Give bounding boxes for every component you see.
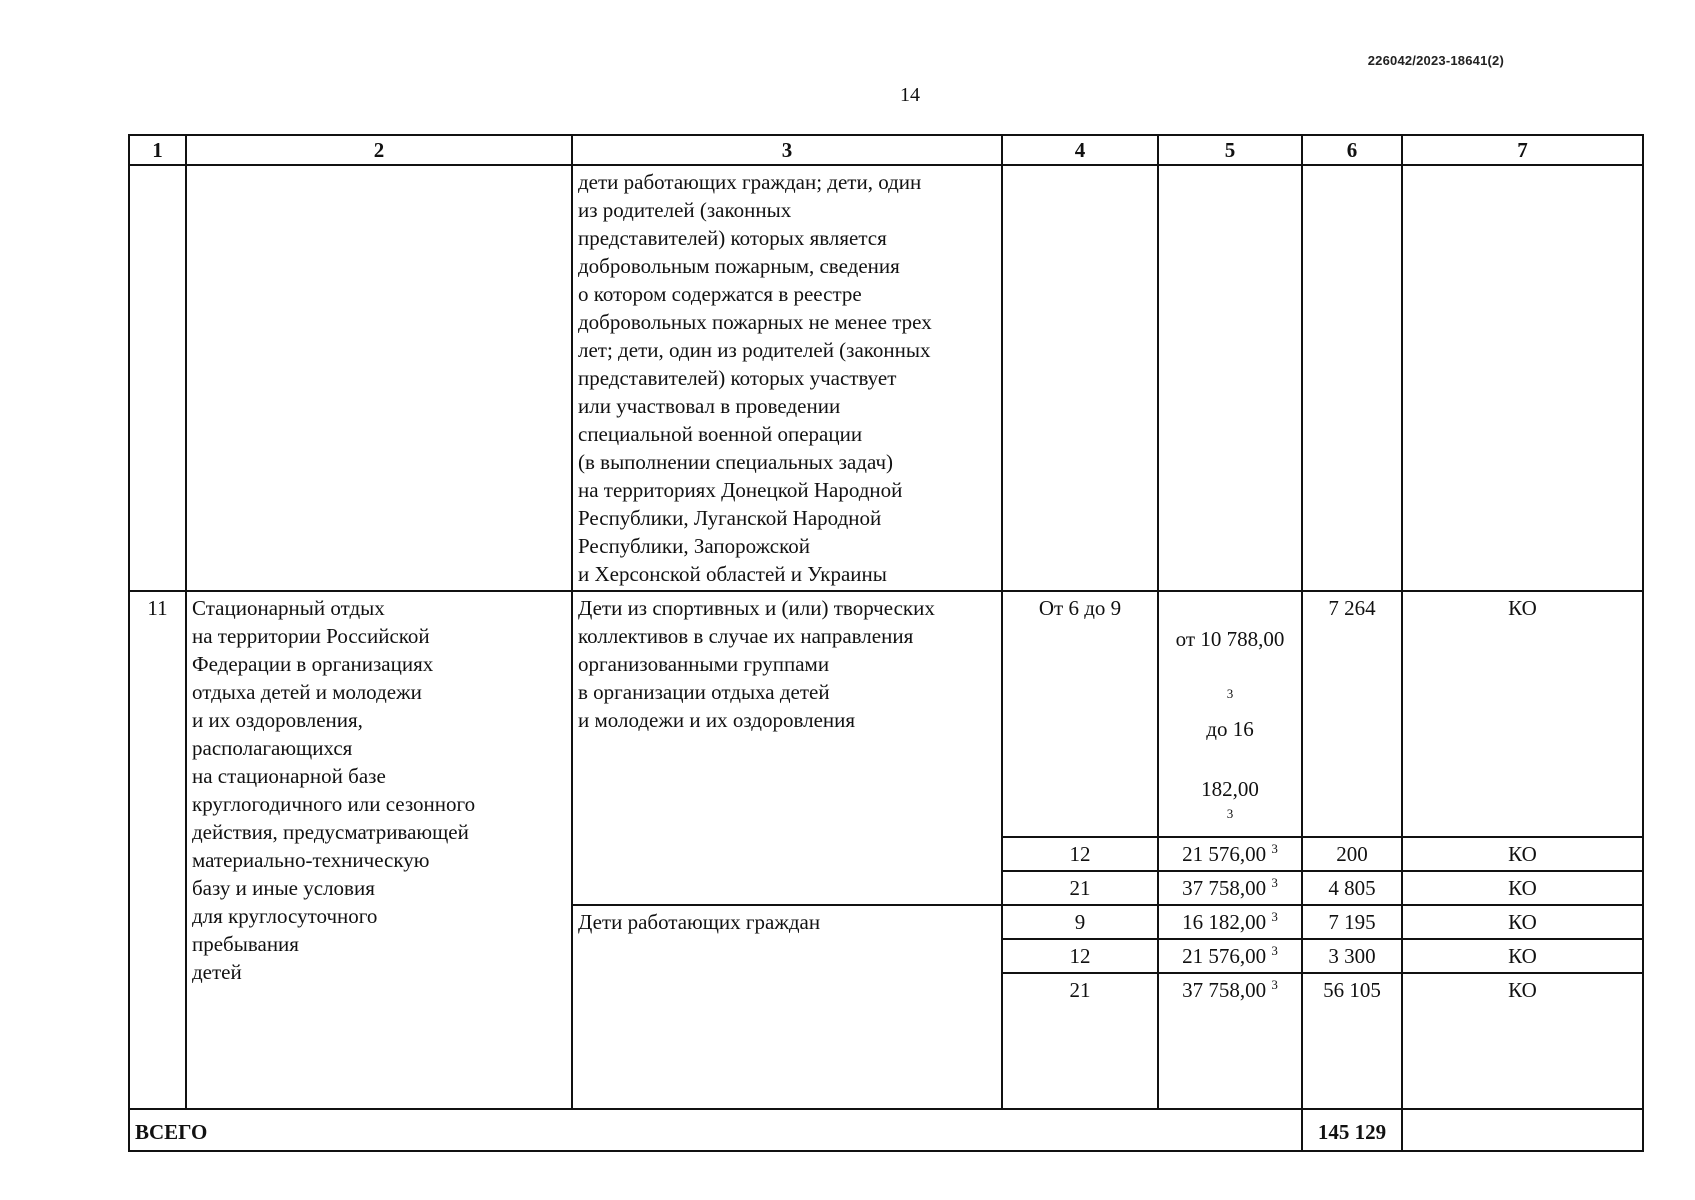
total-label-cell	[129, 1109, 1302, 1151]
service-cell	[186, 591, 572, 1109]
header-row	[129, 135, 1643, 165]
cell-empty	[129, 165, 186, 591]
qty-cell	[1302, 591, 1402, 837]
column-header-1: 1	[129, 135, 186, 165]
qty-value: 7 264	[1328, 596, 1376, 620]
days-value: 21	[1069, 876, 1091, 900]
cost-amount: 21 576,00	[1182, 944, 1267, 968]
qty-cell	[1302, 939, 1402, 973]
cell-empty	[1002, 165, 1158, 591]
cost-from: от 10 788,00	[1175, 627, 1285, 651]
cost-value	[1159, 838, 1301, 870]
qty-value: 56 105	[1323, 978, 1381, 1002]
row-number: 11	[147, 596, 168, 620]
category-text-a: Дети из спортивных и (или) творческих коллективов в случае их направления организованными группами в организации отдыха детей и молодежи и их оздоровления	[578, 596, 935, 732]
days-value: 12	[1069, 842, 1091, 866]
cell-empty	[1402, 1109, 1643, 1151]
row-number-cell	[129, 591, 186, 1109]
column-header-5: 5	[1158, 135, 1302, 165]
cost-mid: до 16	[1206, 717, 1254, 741]
code-value: КО	[1508, 910, 1537, 934]
code-value: КО	[1508, 944, 1537, 968]
days-value: 9	[1074, 910, 1086, 934]
category-cell	[572, 591, 1002, 905]
qty-value: 7 195	[1328, 910, 1376, 934]
code-cell	[1402, 591, 1643, 837]
total-row	[129, 1109, 1643, 1151]
qty-value: 3 300	[1328, 944, 1376, 968]
column-header-4: 4	[1002, 135, 1158, 165]
footnote-mark: 3	[1226, 686, 1234, 701]
qty-cell	[1302, 837, 1402, 871]
cost-range	[1159, 592, 1301, 836]
qty-cell	[1302, 973, 1402, 1109]
cell-empty	[1302, 165, 1402, 591]
cost-cell	[1158, 905, 1302, 939]
footnote-mark: 3	[1271, 875, 1278, 890]
column-header-6: 6	[1302, 135, 1402, 165]
qty-cell	[1302, 905, 1402, 939]
code-value: КО	[1508, 876, 1537, 900]
data-table	[128, 134, 1644, 1152]
column-header-7: 7	[1402, 135, 1643, 165]
qty-cell	[1302, 871, 1402, 905]
code-value: КО	[1508, 978, 1537, 1002]
cost-cell	[1158, 591, 1302, 837]
column-header-3: 3	[572, 135, 1002, 165]
service-description: Стационарный отдых на территории Российской Федерации в организациях отдыха детей и молодежи и их оздоровления, располагающихся на стационарной базе круглогодичного или сезонного действия, предусматривающей материально-техническую базу и иные условия для круглосуточного пребывания детей	[192, 596, 476, 984]
document-id: 226042/2023-18641(2)	[1367, 53, 1504, 68]
cost-cell	[1158, 939, 1302, 973]
category-text-b: Дети работающих граждан	[578, 910, 821, 934]
qty-value: 4 805	[1328, 876, 1376, 900]
cost-value	[1159, 974, 1301, 1006]
cost-value	[1159, 940, 1301, 972]
days-cell	[1002, 905, 1158, 939]
cost-cell	[1158, 871, 1302, 905]
days-cell	[1002, 939, 1158, 973]
days-cell	[1002, 973, 1158, 1109]
cost-to: 182,00	[1201, 777, 1259, 801]
code-cell	[1402, 939, 1643, 973]
cost-cell	[1158, 973, 1302, 1109]
cost-cell	[1158, 837, 1302, 871]
cell-empty	[1402, 165, 1643, 591]
category-continuation-text: дети работающих граждан; дети, один из родителей (законных представителей) которых является добровольным пожарным, сведения о котором содержатся в реестре добровольных пожарных не менее трех лет; дети, один из родителей (законных представителей) которых участвует или участвовал в проведении специальной военной операции (в выполнении специальных задач) на территориях Донецкой Народной Республики, Луганской Народной Республики, Запорожской и Херсонской областей и Украины	[578, 170, 932, 586]
qty-value: 200	[1336, 842, 1368, 866]
cost-amount: 21 576,00	[1182, 842, 1267, 866]
footnote-mark: 3	[1271, 909, 1278, 924]
category-cell	[572, 905, 1002, 1109]
cost-value	[1159, 906, 1301, 938]
cost-amount: 37 758,00	[1182, 978, 1267, 1002]
code-value: КО	[1508, 596, 1537, 620]
code-cell	[1402, 973, 1643, 1109]
footnote-mark: 3	[1271, 977, 1278, 992]
cost-amount: 16 182,00	[1182, 910, 1267, 934]
total-value: 145 129	[1317, 1120, 1387, 1144]
cost-amount: 37 758,00	[1182, 876, 1267, 900]
days-value: 21	[1069, 978, 1091, 1002]
table-row	[129, 591, 1643, 837]
footnote-mark: 3	[1226, 806, 1234, 821]
days-cell	[1002, 591, 1158, 837]
code-value: КО	[1508, 842, 1537, 866]
cell-empty	[1158, 165, 1302, 591]
total-value-cell	[1302, 1109, 1402, 1151]
code-cell	[1402, 871, 1643, 905]
days-cell	[1002, 837, 1158, 871]
continuation-row	[129, 165, 1643, 591]
footnote-mark: 3	[1271, 841, 1278, 856]
days-cell	[1002, 871, 1158, 905]
column-header-2: 2	[186, 135, 572, 165]
code-cell	[1402, 905, 1643, 939]
page-number: 14	[900, 84, 920, 106]
cost-value	[1159, 872, 1301, 904]
footnote-mark: 3	[1271, 943, 1278, 958]
category-cell	[572, 165, 1002, 591]
days-value: От 6 до 9	[1038, 596, 1122, 620]
days-value: 12	[1069, 944, 1091, 968]
code-cell	[1402, 837, 1643, 871]
cell-empty	[186, 165, 572, 591]
total-label: ВСЕГО	[135, 1120, 208, 1144]
